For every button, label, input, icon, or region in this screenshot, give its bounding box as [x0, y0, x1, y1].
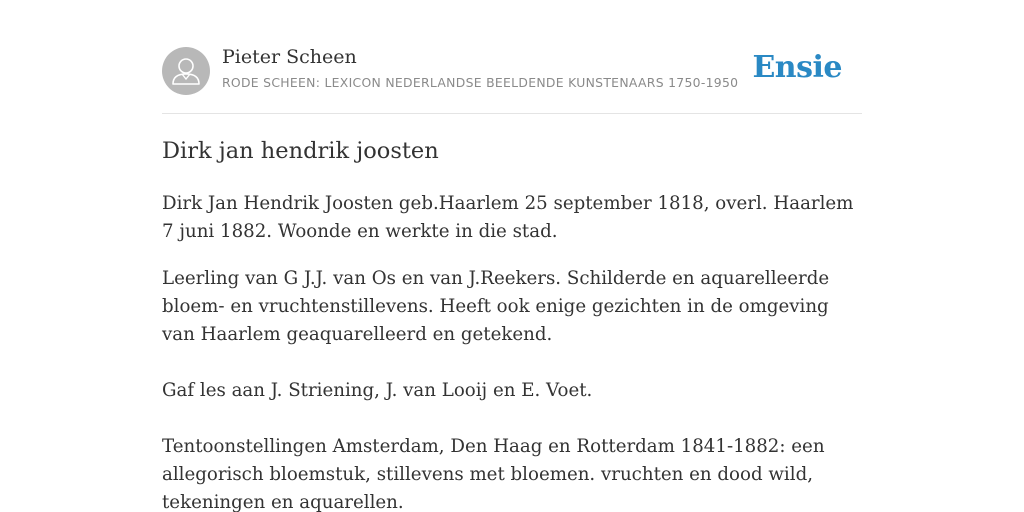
header-divider [162, 113, 862, 114]
article-paragraph: Dirk Jan Hendrik Joosten geb.Haarlem 25 september 1818, overl. Haarlem 7 juni 1882. Woonde en werkte in die stad. [162, 193, 854, 242]
article-header [162, 46, 862, 114]
user-avatar-icon[interactable] [162, 47, 210, 95]
article-paragraph: Tentoonstellingen Amsterdam, Den Haag en Rotterdam 1841-1882: een allegorisch bloemstuk, stillevens met bloemen. vruchten en dood wild, tekeningen en aquarellen. [162, 436, 825, 512]
source-title[interactable]: RODE SCHEEN: LEXICON NEDERLANDSE BEELDENDE KUNSTENAARS 1750-1950 [222, 75, 739, 90]
article-paragraph: Gaf les aan J. Striening, J. van Looij en E. Voet. [162, 380, 593, 401]
article-body [162, 190, 862, 512]
article-paragraph: Leerling van G J.J. van Os en van J.Reekers. Schilderde en aquarelleerde bloem- en vruchtenstillevens. Heeft ook enige gezichten in de omgeving van Haarlem geaquarelleerd en getekend. [162, 268, 830, 345]
author-name[interactable]: Pieter Scheen [222, 46, 357, 68]
brand-logo[interactable]: Ensie [752, 50, 842, 85]
article-title: Dirk jan hendrik joosten [162, 138, 439, 164]
